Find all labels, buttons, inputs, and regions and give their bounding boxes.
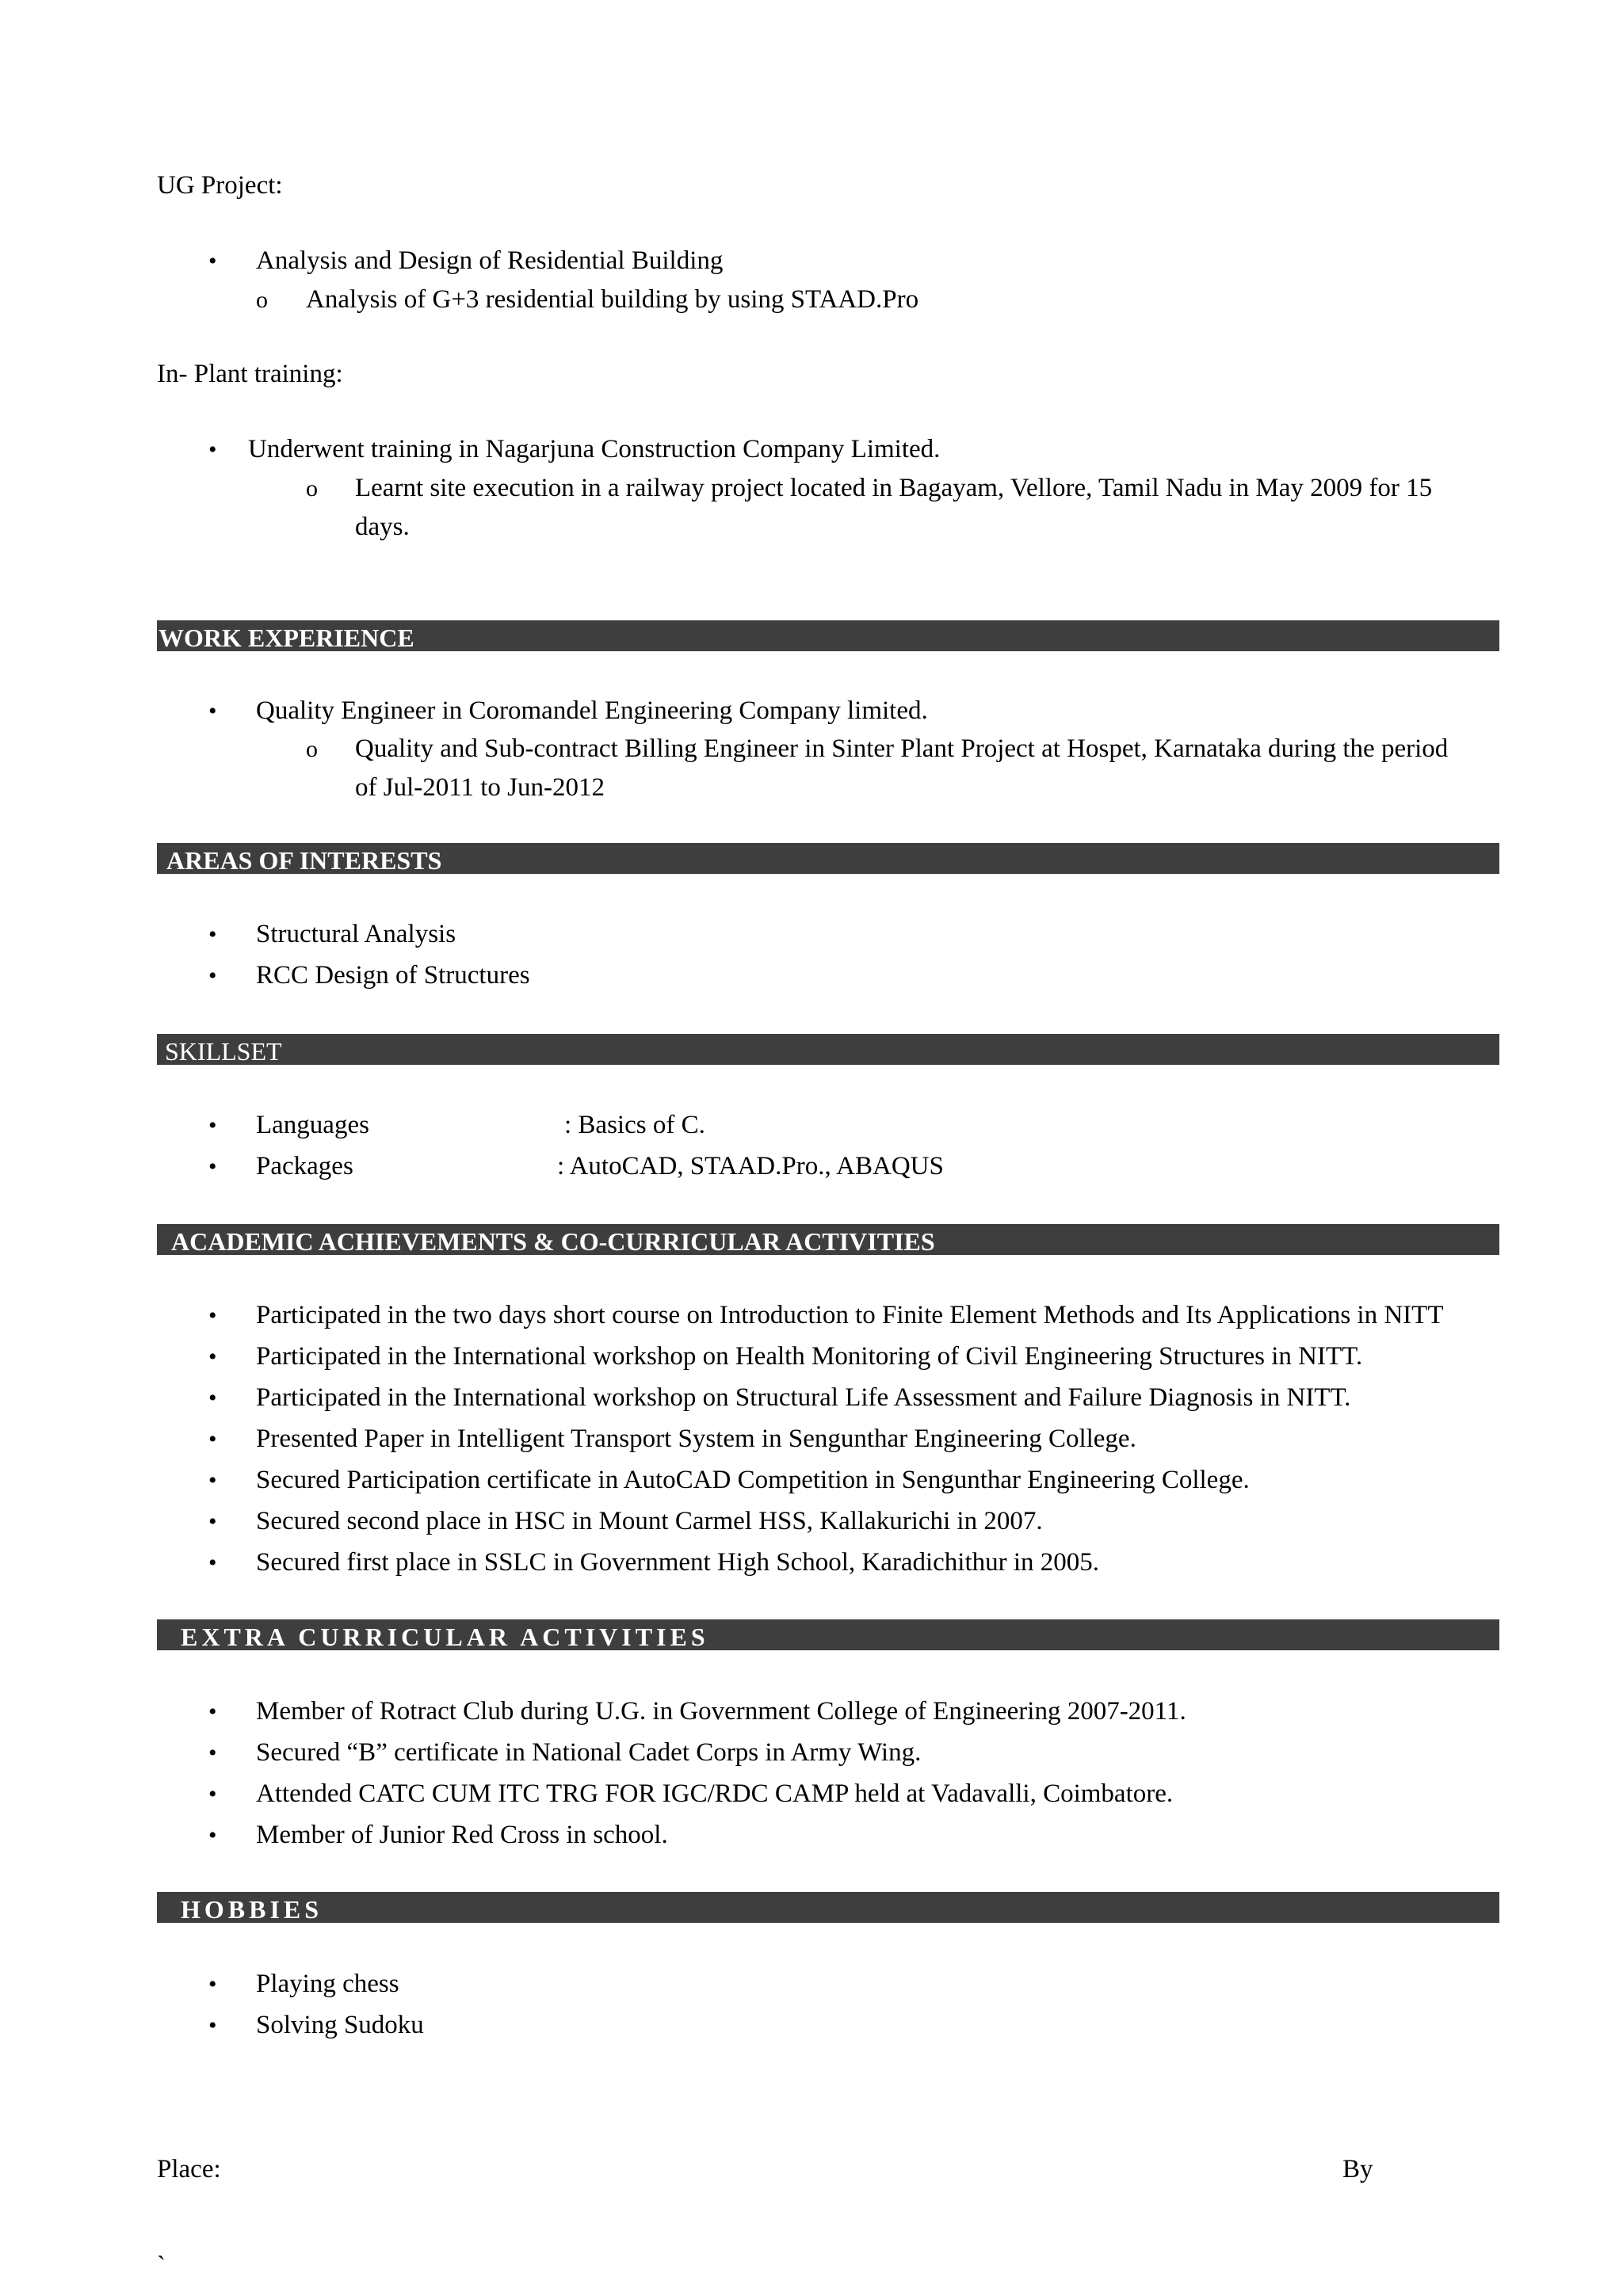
hobbies-title: HOBBIES (181, 1895, 323, 1924)
academic-item: Participated in the two days short course on Introduction to Finite Element Methods and Its Applications in NITT (256, 1301, 1444, 1329)
bullet-icon: • (208, 1822, 217, 1848)
extra-curricular-title: EXTRA CURRICULAR ACTIVITIES (181, 1623, 709, 1651)
academic-item: Participated in the International workshop on Structural Life Assessment and Failure Diagnosis in NITT. (256, 1383, 1351, 1412)
sub-bullet-icon: o (306, 475, 318, 502)
extra-item: Member of Junior Red Cross in school. (256, 1821, 668, 1849)
bullet-icon: • (208, 1302, 217, 1329)
academic-title: ACADEMIC ACHIEVEMENTS & CO-CURRICULAR ACTIVITIES (171, 1227, 935, 1256)
sub-bullet-icon: o (256, 287, 268, 313)
bullet-icon: • (208, 1550, 217, 1576)
hobbies-header (157, 1892, 1499, 1923)
bullet-icon: • (208, 1699, 217, 1725)
sub-bullet-icon: o (306, 736, 318, 762)
skill-value: : AutoCAD, STAAD.Pro., ABAQUS (557, 1152, 944, 1180)
bullet-icon: • (208, 1426, 217, 1452)
bullet-icon: • (208, 248, 217, 274)
inplant-sub-line1: Learnt site execution in a railway project located in Bagayam, Vellore, Tamil Nadu in May 2009 for 15 (355, 474, 1433, 502)
hobby-item: Solving Sudoku (256, 2011, 424, 2039)
work-sub-line2: of Jul-2011 to Jun-2012 (355, 773, 605, 802)
by-label: By (1342, 2155, 1373, 2183)
skill-value: : Basics of C. (564, 1111, 705, 1139)
ug-project-heading: UG Project: (157, 171, 283, 200)
academic-item: Participated in the International workshop on Health Monitoring of Civil Engineering Structures in NITT. (256, 1342, 1363, 1371)
academic-item: Secured Participation certificate in AutoCAD Competition in Sengunthar Engineering College. (256, 1466, 1250, 1494)
bullet-icon: • (208, 921, 217, 948)
ug-project-sub-item: Analysis of G+3 residential building by using STAAD.Pro (306, 285, 919, 314)
skill-label: Languages (256, 1111, 369, 1139)
interest-item: Structural Analysis (256, 920, 456, 948)
ug-project-item: Analysis and Design of Residential Building (256, 246, 724, 275)
work-sub-line1: Quality and Sub-contract Billing Engineer in Sinter Plant Project at Hospet, Karnataka during the period (355, 734, 1449, 763)
bullet-icon: • (208, 1971, 217, 1997)
extra-item: Secured “B” certificate in National Cadet Corps in Army Wing. (256, 1738, 922, 1767)
academic-item: Secured first place in SSLC in Government High School, Karadichithur in 2005. (256, 1548, 1100, 1577)
bullet-icon: • (208, 2012, 217, 2039)
bullet-icon: • (208, 1508, 217, 1535)
academic-item: Presented Paper in Intelligent Transport System in Sengunthar Engineering College. (256, 1425, 1136, 1453)
bullet-icon: • (208, 1467, 217, 1493)
skillset-header (157, 1034, 1499, 1065)
hobby-item: Playing chess (256, 1970, 399, 1998)
inplant-heading: In- Plant training: (157, 360, 343, 388)
bullet-icon: • (208, 1112, 217, 1138)
academic-header (157, 1224, 1499, 1255)
interest-item: RCC Design of Structures (256, 961, 530, 990)
extra-item: Attended CATC CUM ITC TRG FOR IGC/RDC CAMP held at Vadavalli, Coimbatore. (256, 1779, 1174, 1808)
work-experience-title: WORK EXPERIENCE (158, 624, 414, 652)
skill-label: Packages (256, 1152, 353, 1180)
bullet-icon: • (208, 1154, 217, 1180)
stray-mark: ` (157, 2252, 166, 2280)
interests-title: AREAS OF INTERESTS (166, 846, 442, 875)
interests-header (157, 843, 1499, 874)
extra-item: Member of Rotract Club during U.G. in Government College of Engineering 2007-2011. (256, 1697, 1186, 1726)
extra-curricular-header (157, 1619, 1499, 1650)
bullet-icon: • (208, 1740, 217, 1766)
bullet-icon: • (208, 437, 217, 463)
inplant-item: Underwent training in Nagarjuna Construction Company Limited. (248, 435, 941, 463)
skillset-title: SKILLSET (165, 1037, 282, 1066)
bullet-icon: • (208, 698, 217, 724)
bullet-icon: • (208, 1385, 217, 1411)
inplant-sub-line2: days. (355, 513, 410, 541)
bullet-icon: • (208, 1344, 217, 1370)
bullet-icon: • (208, 963, 217, 989)
bullet-icon: • (208, 1781, 217, 1807)
academic-item: Secured second place in HSC in Mount Carmel HSS, Kallakurichi in 2007. (256, 1507, 1043, 1535)
place-label: Place: (157, 2155, 221, 2183)
work-item: Quality Engineer in Coromandel Engineering Company limited. (256, 696, 928, 725)
work-experience-header (157, 620, 1499, 651)
